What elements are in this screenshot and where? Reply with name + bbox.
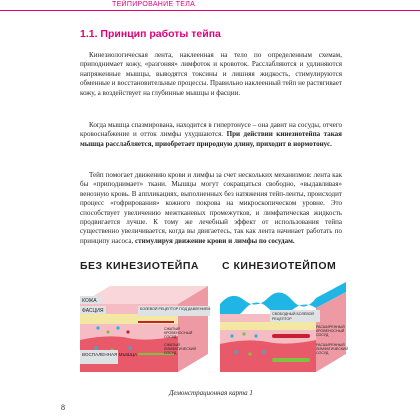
relaxed-muscle-layer (220, 340, 316, 372)
label-free-pain-receptor-line1: СВОБОДНЫЙ БОЛЕВОЙ (272, 312, 314, 316)
paragraph-mechanisms-text: Тейп помогает движению крови и лимфы за счет нескольких механизмов: лента как бы «приподнимает» ткани. Мышцы могут сокращаться свободно, «выдавливая» венозную кровь. В аппликациях, выполненных без натяжения тейп-ленты, происходит процесс «гофрирования» кожного покрова на микроскопическом уровне. Это способствует увеличению межтканевых промежутков, и лимфатическая жидкость продвигается лучше. К тому же лечебный эффект от использования тейпа существенно увеличивается, когда вы двигаетесь, так как лента начинает работать по принципу насоса, (80, 171, 342, 245)
label-compressed-blood-vessel-line3: СОСУД (164, 335, 177, 339)
fascia-layer (220, 322, 316, 330)
label-skin: КОЖА (82, 298, 97, 304)
diagram-heading-with-tape: С КИНЕЗИОТЕЙПОМ (222, 260, 337, 272)
label-expanded-lymph-vessel-line3: СОСУД (316, 351, 329, 355)
label-expanded-blood-vessel-line3: СОСУД (316, 333, 329, 337)
paragraph-mechanisms-emphasis: стимулируя движение крови и лимфы по сосудам. (135, 236, 295, 245)
label-compressed-blood-vessel-line2: КРОВЕНОСНЫЙ (164, 331, 193, 335)
label-pain-receptor-pressed: БОЛЕВОЙ РЕЦЕПТОР ПОД ДАВЛЕНИЕМ (140, 307, 211, 311)
paragraph-spasm-text: Когда мышца спазмирована, находится в гипертонусе – она давит на сосуды, отчего кровоснабжение и отток лимфы ухудшаются. (80, 121, 342, 139)
paragraph-spasm-emphasis: При действии кинезиотейпа такая мышца расслабляется, приобретает природную длину, приходит в нормотонус. (80, 130, 342, 148)
expanded-lymph-vessel (272, 358, 310, 362)
label-free-pain-receptor-line2: РЕЦЕПТОР (272, 317, 292, 321)
paragraph-spasm (80, 121, 342, 149)
paragraph-intro: Кинезиологическая лента, наклеенная на тело по определенным схемам, приподнимает кожу, «разгоняя» лимфоток и кровоток. Расслабляются и удлиняются напряженные мышцы, выводятся токсины и лишняя жидкость, стимулируются обменные и восстановительные процессы. Правильно наклеенный тейп не растягивает кожу, а воздействует на глубинные мышцы и фасции. (80, 51, 342, 97)
diagram-with-tape (218, 278, 348, 374)
paragraph-mechanisms (80, 171, 342, 246)
label-compressed-lymph-vessel-line3: СОСУД (164, 351, 177, 355)
section-title: 1.1. Принцип работы тейпа (80, 28, 221, 40)
diagram-heading-without-tape: БЕЗ КИНЕЗИОТЕЙПА (80, 260, 199, 272)
figure-caption: Демонстрационная карта 1 (169, 389, 253, 397)
diagram-without-tape (78, 278, 218, 374)
label-compressed-blood-vessel-line1: СЖАТЫЙ (164, 327, 180, 331)
label-inflamed-muscle: ВОСПАЛЕННАЯ МЫШЦА (82, 352, 138, 357)
label-fascia: ФАСЦИЯ (82, 308, 104, 314)
label-compressed-lymph-vessel-line1: СЖАТЫЙ (164, 343, 180, 347)
label-expanded-lymph-vessel-line1: РАСШИРЕННЫЙ (316, 343, 345, 347)
running-header (0, 0, 420, 11)
expanded-blood-vessel (272, 334, 310, 338)
label-expanded-blood-vessel-line2: КРОВЕНОСНЫЙ (316, 329, 345, 333)
page-number: 8 (61, 403, 65, 412)
label-expanded-blood-vessel-line1: РАСШИРЕННЫЙ (316, 325, 345, 329)
label-expanded-lymph-vessel-line2: ЛИМФАТИЧЕСКИЙ (316, 347, 348, 351)
running-header-title: ТЕЙПИРОВАНИЕ ТЕЛА (112, 1, 196, 8)
label-compressed-lymph-vessel-line2: ЛИМФАТИЧЕСКИЙ (164, 347, 197, 351)
